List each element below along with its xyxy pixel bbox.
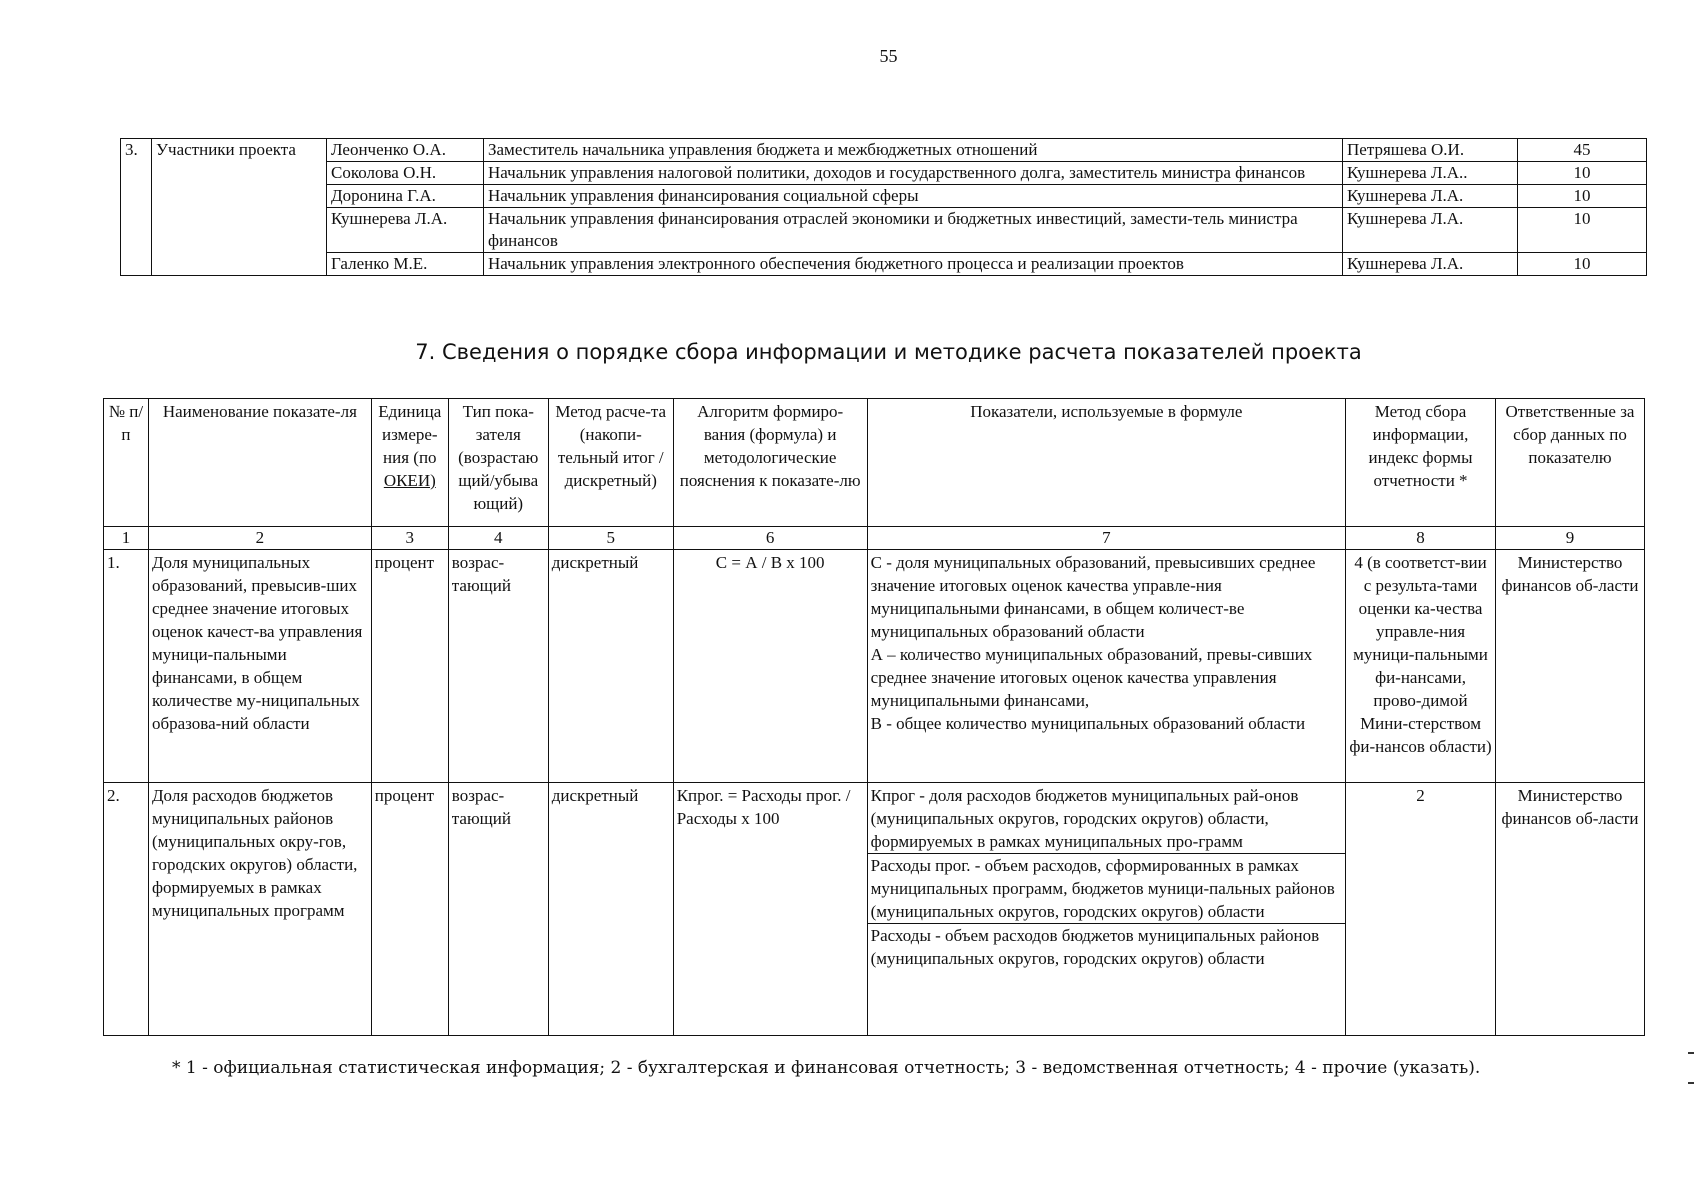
header-calc-method: Метод расче-та (накопи-тельный итог / дискретный): [548, 399, 673, 527]
table-row: [121, 162, 1647, 185]
indicator-unit: процент: [371, 550, 448, 783]
participant-percent: 10: [1518, 162, 1647, 185]
page-number: 55: [879, 46, 898, 66]
participant-percent: 45: [1518, 139, 1647, 162]
column-number: 1: [104, 527, 149, 550]
participant-position: Начальник управления финансирования социальной сферы: [484, 185, 1343, 208]
column-number: 5: [548, 527, 673, 550]
header-unit-text: Единица измере-ния (по: [378, 402, 442, 467]
participant-supervisor: Кушнерева Л.А..: [1343, 162, 1518, 185]
column-number: 3: [371, 527, 448, 550]
participant-percent: 10: [1518, 253, 1647, 276]
formula-part: С - доля муниципальных образований, превысивших среднее значение итоговых оценок качества управле-ния муниципальными финансами, в общем количест-ве муниципальных образований области: [870, 553, 1316, 641]
participants-role: Участники проекта: [152, 139, 327, 276]
indicator-calc-method: дискретный: [548, 783, 673, 1036]
footnote: * 1 - официальная статистическая информация; 2 - бухгалтерская и финансовая отчетность; 3 - ведомственная отчетность; 4 - прочие (указать).: [172, 1058, 1481, 1078]
indicator-algorithm: Кпрог. = Расходы прог. / Расходы х 100: [673, 783, 867, 1036]
scan-edge-mark: [1688, 1052, 1694, 1054]
column-number: 2: [148, 527, 371, 550]
indicator-formula-parts: [867, 550, 1345, 783]
indicator-collection-method: 2: [1346, 783, 1496, 1036]
indicator-num: 1.: [104, 550, 149, 783]
participant-position: Начальник управления электронного обеспечения бюджетного процесса и реализации проектов: [484, 253, 1343, 276]
participant-supervisor: Кушнерева Л.А.: [1343, 185, 1518, 208]
indicator-name: Доля расходов бюджетов муниципальных районов (муниципальных окру-гов, городских округов) области, формируемых в рамках муниципальных программ: [148, 783, 371, 1036]
header-collection-method: Метод сбора информации, индекс формы отчетности *: [1346, 399, 1496, 527]
indicator-num: 2.: [104, 783, 149, 1036]
header-num: № п/п: [104, 399, 149, 527]
header-formula-indicators: Показатели, используемые в формуле: [867, 399, 1345, 527]
formula-part: Кпрог - доля расходов бюджетов муниципальных рай-онов (муниципальных округов, городских округов) области, формируемых в рамках муниципальных про-грамм: [870, 786, 1299, 851]
header-unit: [371, 399, 448, 527]
indicator-type: возрас-тающий: [448, 550, 548, 783]
table-row: [121, 139, 1647, 162]
table-row: [121, 253, 1647, 276]
participant-name: Галенко М.Е.: [327, 253, 484, 276]
column-number: 8: [1346, 527, 1496, 550]
scan-edge-mark: [1688, 1082, 1694, 1084]
table-row: [121, 208, 1647, 253]
participant-position: Начальник управления финансирования отраслей экономики и бюджетных инвестиций, замести-тель министра финансов: [484, 208, 1343, 253]
indicator-name: Доля муниципальных образований, превысив-ших среднее значение итоговых оценок качест-ва управления муници-пальными финансами, в общем количестве му-ниципальных образова-ний области: [148, 550, 371, 783]
participant-supervisor: Кушнерева Л.А.: [1343, 208, 1518, 253]
participant-percent: 10: [1518, 185, 1647, 208]
column-number: 4: [448, 527, 548, 550]
participant-supervisor: Петряшева О.И.: [1343, 139, 1518, 162]
header-name: Наименование показате-ля: [148, 399, 371, 527]
formula-part: Расходы - объем расходов бюджетов муниципальных районов (муниципальных округов, городских округов) области: [868, 923, 1345, 970]
indicator-formula-parts: [867, 783, 1345, 1036]
indicator-collection-method: 4 (в соответст-вии с результа-тами оценки ка-чества управле-ния муници-пальными фи-нансами, прово-димой Мини-стерством фи-нансов области): [1346, 550, 1496, 783]
indicator-responsible: Министерство финансов об-ласти: [1495, 550, 1644, 783]
participant-name: Кушнерева Л.А.: [327, 208, 484, 253]
column-number: 9: [1495, 527, 1644, 550]
participant-percent: 10: [1518, 208, 1647, 253]
participant-position: Начальник управления налоговой политики, доходов и государственного долга, заместитель министра финансов: [484, 162, 1343, 185]
participant-name: Доронина Г.А.: [327, 185, 484, 208]
header-type: Тип пока-зателя (возрастаю щий/убыва ющий): [448, 399, 548, 527]
participant-name: Соколова О.Н.: [327, 162, 484, 185]
column-number: 6: [673, 527, 867, 550]
participants-row-number: 3.: [121, 139, 152, 276]
table-row: [104, 783, 1645, 1036]
header-responsible: Ответственные за сбор данных по показателю: [1495, 399, 1644, 527]
table-row: [104, 550, 1645, 783]
formula-part: Расходы прог. - объем расходов, сформированных в рамках муниципальных программ, бюджетов муници-пальных районов (муниципальных округов, городских округов) области: [868, 853, 1345, 923]
okei-link[interactable]: ОКЕИ): [383, 471, 436, 490]
indicator-algorithm: С = А / В х 100: [673, 550, 867, 783]
indicators-table: [103, 398, 1645, 1036]
indicator-responsible: Министерство финансов об-ласти: [1495, 783, 1644, 1036]
participant-supervisor: Кушнерева Л.А.: [1343, 253, 1518, 276]
participant-position: Заместитель начальника управления бюджета и межбюджетных отношений: [484, 139, 1343, 162]
indicator-unit: процент: [371, 783, 448, 1036]
column-number-row: [104, 527, 1645, 550]
indicator-calc-method: дискретный: [548, 550, 673, 783]
indicator-type: возрас-тающий: [448, 783, 548, 1036]
participant-name: Леонченко О.А.: [327, 139, 484, 162]
column-number: 7: [867, 527, 1345, 550]
section-title: 7. Сведения о порядке сбора информации и методике расчета показателей проекта: [415, 340, 1362, 364]
participants-table: [120, 138, 1647, 276]
table-row: [121, 185, 1647, 208]
header-algorithm: Алгоритм формиро-вания (формула) и методологические пояснения к показате-лю: [673, 399, 867, 527]
header-row: [104, 399, 1645, 527]
formula-part: В - общее количество муниципальных образований области: [870, 714, 1306, 733]
formula-part: А – количество муниципальных образований, превы-сивших среднее значение итоговых оценок качества управления муниципальными финансами,: [870, 645, 1313, 710]
